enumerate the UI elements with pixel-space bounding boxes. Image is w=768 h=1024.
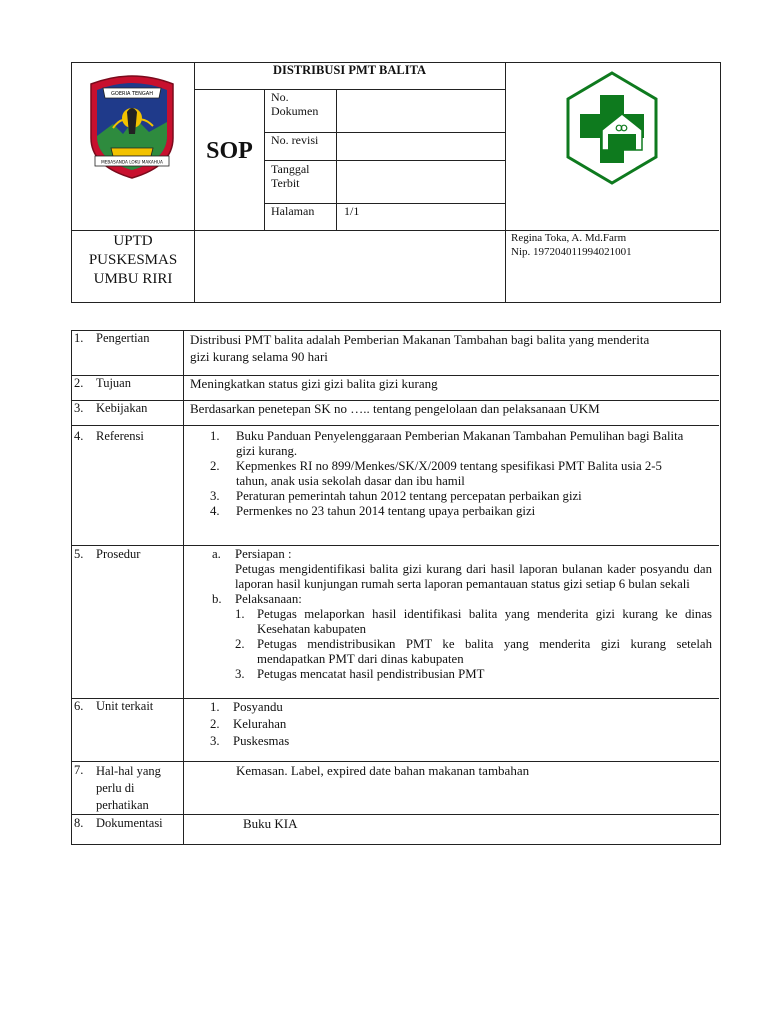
- header-divider: [194, 62, 195, 302]
- list-item: [235, 607, 712, 637]
- list-text: Peraturan pemerintah tahun 2012 tentang percepatan perbaikan gizi: [236, 489, 582, 503]
- list-text: Posyandu: [233, 700, 283, 714]
- row-label-prosedur: Prosedur: [96, 547, 141, 561]
- prosedur-a: [212, 547, 712, 592]
- header-divider: [505, 62, 506, 302]
- field-label-halaman: Halaman: [271, 204, 315, 218]
- list-item: [235, 667, 712, 682]
- row-number: 3.: [74, 401, 84, 415]
- content-column-divider: [183, 330, 184, 844]
- regional-emblem-logo: [83, 74, 181, 182]
- institution-line: UMBU RIRI: [93, 271, 173, 287]
- list-text: Petugas melaporkan hasil identifikasi balita yang menderita gizi kurang ke dinas Kesehatan kabupaten: [257, 607, 712, 636]
- institution-line: UPTD: [113, 233, 153, 249]
- document-title: DISTRIBUSI PMT BALITA: [272, 63, 427, 77]
- puskesmas-logo: [565, 70, 659, 186]
- row-number: 5.: [74, 547, 84, 561]
- list-number: 4.: [210, 504, 220, 518]
- header-divider: [194, 89, 505, 90]
- list-number: 3.: [210, 489, 220, 503]
- sop-label: SOP: [206, 138, 253, 164]
- list-marker: b.: [212, 592, 222, 606]
- hal-hal-text: Kemasan. Label, expired date bahan makanan tambahan: [236, 763, 530, 778]
- list-item: [210, 489, 690, 504]
- referensi-list: [210, 429, 690, 519]
- list-item: [210, 504, 690, 519]
- row-label-hal-hal: Hal-hal yang perlu di perhatikan: [96, 764, 161, 812]
- prosedur-b-title: Pelaksanaan:: [235, 592, 302, 606]
- list-item: [210, 716, 510, 733]
- row-number: 4.: [74, 429, 84, 443]
- institution-name: [72, 232, 194, 289]
- emblem-top-text: GOERIA TENGAH: [111, 91, 153, 97]
- field-label-tanggal-terbit: Tanggal Terbit: [271, 162, 310, 190]
- signer-nip: Nip. 197204011994021001: [511, 246, 632, 258]
- list-text: Petugas mencatat hasil pendistribusian PMT: [257, 667, 485, 681]
- row-label-tujuan: Tujuan: [96, 376, 131, 390]
- list-item: [210, 429, 690, 459]
- row-separator: [71, 545, 719, 546]
- institution-line: PUSKESMAS: [88, 252, 178, 268]
- list-number: 2.: [235, 637, 245, 651]
- list-item: [210, 459, 690, 489]
- row-label-pengertian: Pengertian: [96, 331, 150, 345]
- list-item: [210, 699, 510, 716]
- field-label-no-dokumen: No. Dokumen: [271, 90, 319, 118]
- list-number: 2.: [210, 717, 220, 731]
- row-number: 8.: [74, 816, 84, 830]
- list-text: Permenkes no 23 tahun 2014 tentang upaya perbaikan gizi: [236, 504, 536, 518]
- list-number: 1.: [210, 429, 220, 443]
- row-number: 6.: [74, 699, 84, 713]
- list-item: [235, 637, 712, 667]
- row-separator: [71, 761, 719, 762]
- list-text: Puskesmas: [233, 734, 290, 748]
- row-number: 1.: [74, 331, 84, 345]
- emblem-bottom-text: MEBASANDA LOKU MAKAHUA: [101, 159, 163, 165]
- prosedur-a-title: Persiapan :: [235, 547, 292, 561]
- list-item: [210, 733, 510, 750]
- row-separator: [71, 425, 719, 426]
- list-marker: a.: [212, 547, 221, 561]
- row-number: 2.: [74, 376, 84, 390]
- dokumentasi-text: Buku KIA: [243, 816, 298, 831]
- list-text: Buku Panduan Penyelenggaraan Pemberian Makanan Tambahan Pemulihan bagi Balita gizi kurang.: [236, 429, 684, 458]
- unit-terkait-list: [210, 699, 510, 750]
- row-number: 7.: [74, 763, 84, 777]
- row-label-dokumentasi: Dokumentasi: [96, 816, 163, 830]
- row-separator: [71, 814, 719, 815]
- row-label-unit-terkait: Unit terkait: [96, 699, 154, 713]
- list-text: Kelurahan: [233, 717, 287, 731]
- prosedur-b: [212, 592, 712, 682]
- field-value-halaman: 1/1: [344, 204, 360, 218]
- prosedur-a-text: Petugas mengidentifikasi balita gizi kurang dari hasil laporan bulanan kader posyandu dan laporan hasil kunjungan rumah serta laporan pemantauan status gizi setiap 6 bulan sekali: [235, 562, 712, 591]
- signer-name: Regina Toka, A. Md.Farm: [511, 232, 627, 244]
- list-number: 2.: [210, 459, 220, 473]
- kebijakan-text: Berdasarkan penetepan SK no ….. tentang pengelolaan dan pelaksanaan UKM: [190, 401, 600, 416]
- list-number: 1.: [210, 700, 220, 714]
- tujuan-text: Meningkatkan status gizi gizi balita gizi kurang: [190, 376, 438, 391]
- row-label-referensi: Referensi: [96, 429, 144, 443]
- list-number: 3.: [235, 667, 245, 681]
- list-number: 3.: [210, 734, 220, 748]
- header-divider: [264, 160, 505, 161]
- signer-block: [511, 231, 717, 259]
- list-number: 1.: [235, 607, 245, 621]
- pengertian-text: Distribusi PMT balita adalah Pemberian Makanan Tambahan bagi balita yang menderita gizi kurang selama 90 hari: [190, 332, 650, 364]
- field-label-no-revisi: No. revisi: [271, 133, 319, 147]
- row-label-kebijakan: Kebijakan: [96, 401, 148, 415]
- list-text: Petugas mendistribusikan PMT ke balita yang menderita gizi kurang setelah mendapatkan PMT dari dinas kabupaten: [257, 637, 712, 666]
- list-text: Kepmenkes RI no 899/Menkes/SK/X/2009 tentang spesifikasi PMT Balita usia 2-5 tahun, anak usia sekolah dasar dan ibu hamil: [236, 459, 662, 488]
- prosedur-block: [212, 547, 712, 682]
